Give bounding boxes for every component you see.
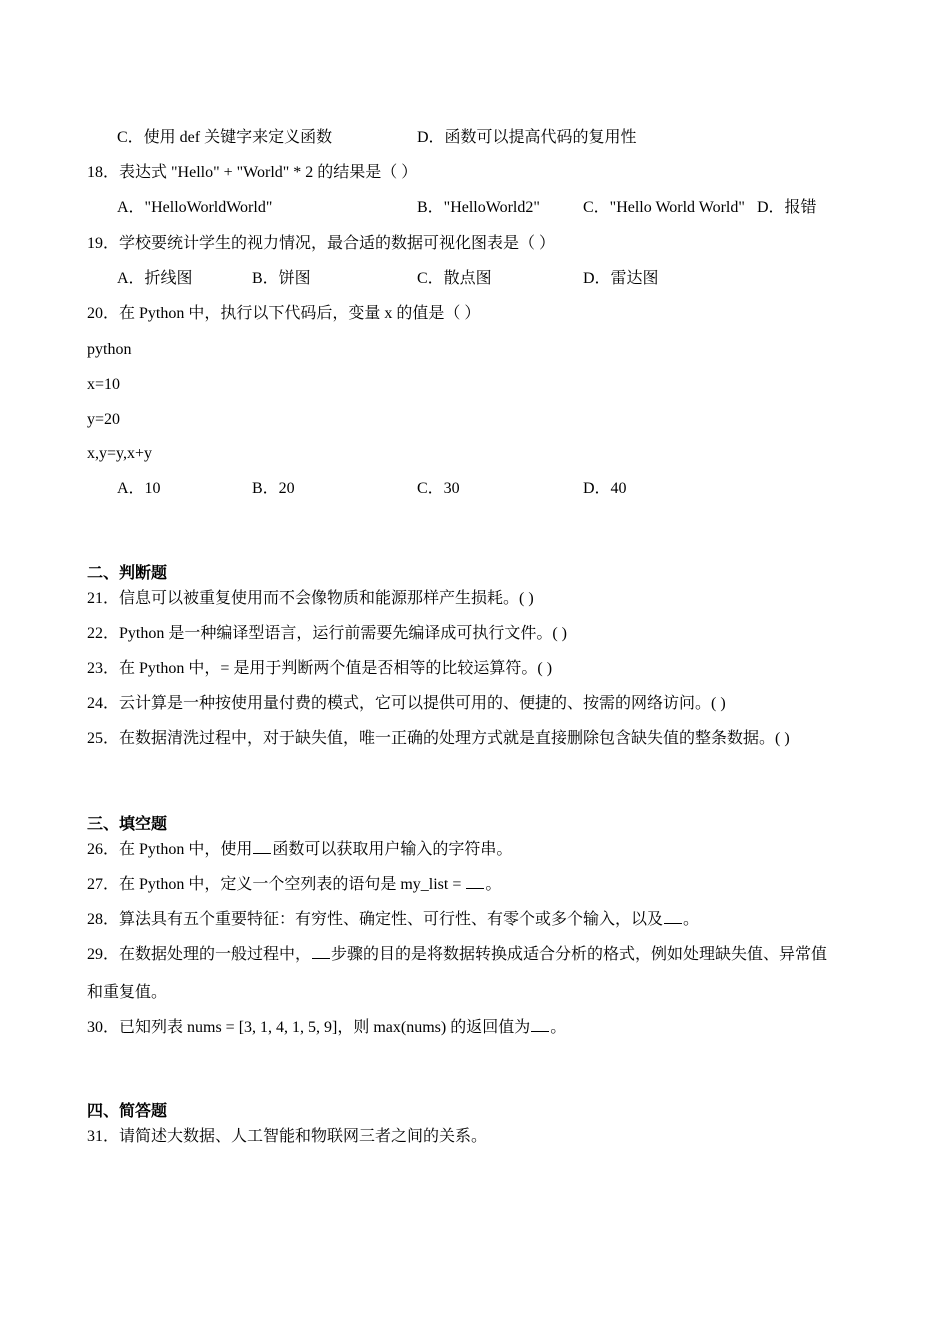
q29-text-after: 步骤的目的是将数据转换成适合分析的格式，例如处理缺失值、异常值 xyxy=(331,946,828,963)
q27-text-after: 。 xyxy=(485,876,502,893)
section-title-short-answer: 四、简答题 xyxy=(87,1103,168,1120)
true-false-item: 23．在 Python 中，= 是用于判断两个值是否相等的比较运算符。( ) xyxy=(87,660,553,677)
true-false-item: 25．在数据清洗过程中，对于缺失值，唯一正确的处理方式就是直接删除包含缺失值的整条数据。( ) xyxy=(87,730,790,747)
q29-text-before: 29．在数据处理的一般过程中， xyxy=(87,946,312,963)
answer-blank xyxy=(253,839,271,854)
true-false-item: 24．云计算是一种按使用量付费的模式，它可以提供可用的、便捷的、按需的网络访问。( ) xyxy=(87,695,726,712)
q20-option-d: D．40 xyxy=(583,480,627,497)
fill-blank-q27 xyxy=(87,874,501,895)
q19-question: 19．学校要统计学生的视力情况，最合适的数据可视化图表是（ ） xyxy=(87,235,556,252)
q18-question: 18．表达式 "Hello" + "World" * 2 的结果是（ ） xyxy=(87,164,418,181)
q19-option-b: B．饼图 xyxy=(252,270,311,287)
q17-option-c: C．使用 def 关键字来定义函数 xyxy=(117,129,333,146)
short-answer-q31: 31．请简述大数据、人工智能和物联网三者之间的关系。 xyxy=(87,1128,488,1145)
q20-code-line: x,y=y,x+y xyxy=(87,445,153,462)
answer-blank xyxy=(312,944,330,959)
true-false-item: 21．信息可以被重复使用而不会像物质和能源那样产生损耗。( ) xyxy=(87,590,534,607)
q30-text-after: 。 xyxy=(550,1019,567,1036)
q20-code-line: y=20 xyxy=(87,411,121,428)
fill-blank-q26 xyxy=(87,839,512,860)
q18-option-a: A．"HelloWorldWorld" xyxy=(117,199,273,216)
true-false-item: 22．Python 是一种编译型语言，运行前需要先编译成可执行文件。( ) xyxy=(87,625,568,642)
q20-code-line: x=10 xyxy=(87,376,121,393)
q29-continuation: 和重复值。 xyxy=(87,984,168,1001)
q20-option-c: C．30 xyxy=(417,480,460,497)
q20-option-b: B．20 xyxy=(252,480,295,497)
q20-question: 20．在 Python 中，执行以下代码后，变量 x 的值是（ ） xyxy=(87,305,481,322)
fill-blank-q28 xyxy=(87,909,699,930)
section-title-fill-blank: 三、填空题 xyxy=(87,816,168,833)
q26-text-after: 函数可以获取用户输入的字符串。 xyxy=(272,841,513,858)
answer-blank xyxy=(664,909,682,924)
q28-text-after: 。 xyxy=(683,911,700,928)
fill-blank-q29 xyxy=(87,944,827,965)
section-title-true-false: 二、判断题 xyxy=(87,565,168,582)
q19-option-d: D．雷达图 xyxy=(583,270,659,287)
q18-option-b: B．"HelloWorld2" xyxy=(417,199,540,216)
q19-option-c: C．散点图 xyxy=(417,270,492,287)
q26-text-before: 26．在 Python 中，使用 xyxy=(87,841,253,858)
answer-blank xyxy=(466,874,484,889)
q27-text-before: 27．在 Python 中，定义一个空列表的语句是 my_list = xyxy=(87,876,466,893)
q20-option-a: A．10 xyxy=(117,480,161,497)
q19-option-a: A．折线图 xyxy=(117,270,193,287)
q18-option-d: D．报错 xyxy=(757,199,817,216)
q18-option-c: C．"Hello World World" xyxy=(583,199,745,216)
answer-blank xyxy=(531,1017,549,1032)
q20-code-line: python xyxy=(87,341,132,358)
fill-blank-q30 xyxy=(87,1017,566,1038)
q30-text-before: 30．已知列表 nums = [3, 1, 4, 1, 5, 9]，则 max(nums) 的返回值为 xyxy=(87,1019,531,1036)
q28-text-before: 28．算法具有五个重要特征：有穷性、确定性、可行性、有零个或多个输入，以及 xyxy=(87,911,664,928)
q17-option-d: D．函数可以提高代码的复用性 xyxy=(417,129,637,146)
